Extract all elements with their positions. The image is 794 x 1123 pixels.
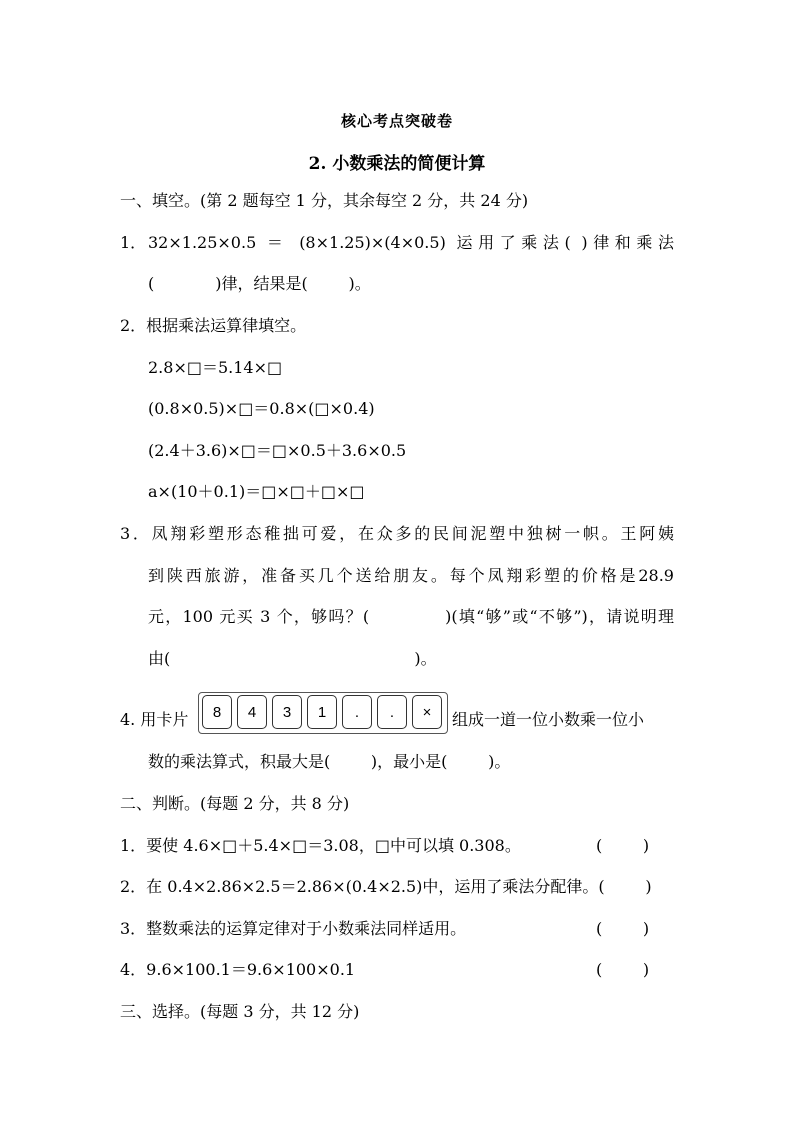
q3-line2: 到陕西旅游，准备买几个送给朋友。每个凤翔彩塑的价格是28.9 bbox=[148, 566, 674, 585]
q2-item: (0.8×0.5)×□＝0.8×(□×0.4) bbox=[148, 399, 375, 418]
q2-heading: 2．根据乘法运算律填空。 bbox=[120, 316, 307, 335]
number-card: 3 bbox=[272, 695, 302, 729]
q4-prefix: 4. 用卡片 bbox=[120, 710, 189, 729]
section1-heading: 一、填空。(第 2 题每空 1 分，其余每空 2 分，共 24 分) bbox=[120, 191, 529, 210]
q3-line4: 由( )。 bbox=[148, 649, 437, 668]
q3-line1: 3．凤翔彩塑形态稚拙可爱，在众多的民间泥塑中独树一帜。王阿姨 bbox=[120, 524, 674, 543]
decimal-point-card: . bbox=[377, 695, 407, 729]
judge-item: 3．整数乘法的运算定律对于小数乘法同样适用。 bbox=[120, 919, 467, 938]
answer-bracket: ( ) bbox=[596, 960, 650, 979]
exam-subtitle: 2. 小数乘法的简便计算 bbox=[308, 154, 486, 174]
exam-title: 核心考点突破卷 bbox=[340, 112, 453, 130]
card-strip bbox=[198, 692, 448, 734]
section3-heading: 三、选择。(每题 3 分，共 12 分) bbox=[120, 1002, 360, 1021]
q2-item: (2.4＋3.6)×□＝□×0.5＋3.6×0.5 bbox=[148, 441, 407, 460]
q4-suffix: 组成一道一位小数乘一位小 bbox=[452, 710, 645, 729]
q1-number: 1． bbox=[120, 233, 147, 252]
judge-item: 1．要使 4.6×□＋5.4×□＝3.08，□中可以填 0.308。 bbox=[120, 836, 521, 855]
q2-item: 2.8×□＝5.14×□ bbox=[148, 358, 283, 377]
answer-bracket: ( ) bbox=[596, 836, 650, 855]
number-card: 4 bbox=[237, 695, 267, 729]
number-card: 1 bbox=[307, 695, 337, 729]
decimal-point-card: . bbox=[342, 695, 372, 729]
q3-line3: 元，100 元买 3 个，够吗？( )(填“够”或“不够”)，请说明理 bbox=[148, 607, 674, 626]
number-card: 8 bbox=[202, 695, 232, 729]
section2-heading: 二、判断。(每题 2 分，共 8 分) bbox=[120, 794, 350, 813]
judge-item: 2．在 0.4×2.86×2.5＝2.86×(0.4×2.5)中，运用了乘法分配律。( ) bbox=[120, 877, 652, 896]
q4-line2: 数的乘法算式，积最大是( )，最小是( )。 bbox=[148, 752, 511, 771]
answer-bracket: ( ) bbox=[596, 919, 650, 938]
q1-line2: ( )律，结果是( )。 bbox=[148, 274, 371, 293]
judge-item: 4．9.6×100.1＝9.6×100×0.1 bbox=[120, 960, 356, 979]
q1-line1: 32×1.25×0.5 ＝ (8×1.25)×(4×0.5) 运用了乘法( )律和乘法 bbox=[148, 233, 674, 252]
q2-item: a×(10＋0.1)＝□×□＋□×□ bbox=[148, 482, 365, 501]
multiply-sign-card: × bbox=[412, 695, 442, 729]
